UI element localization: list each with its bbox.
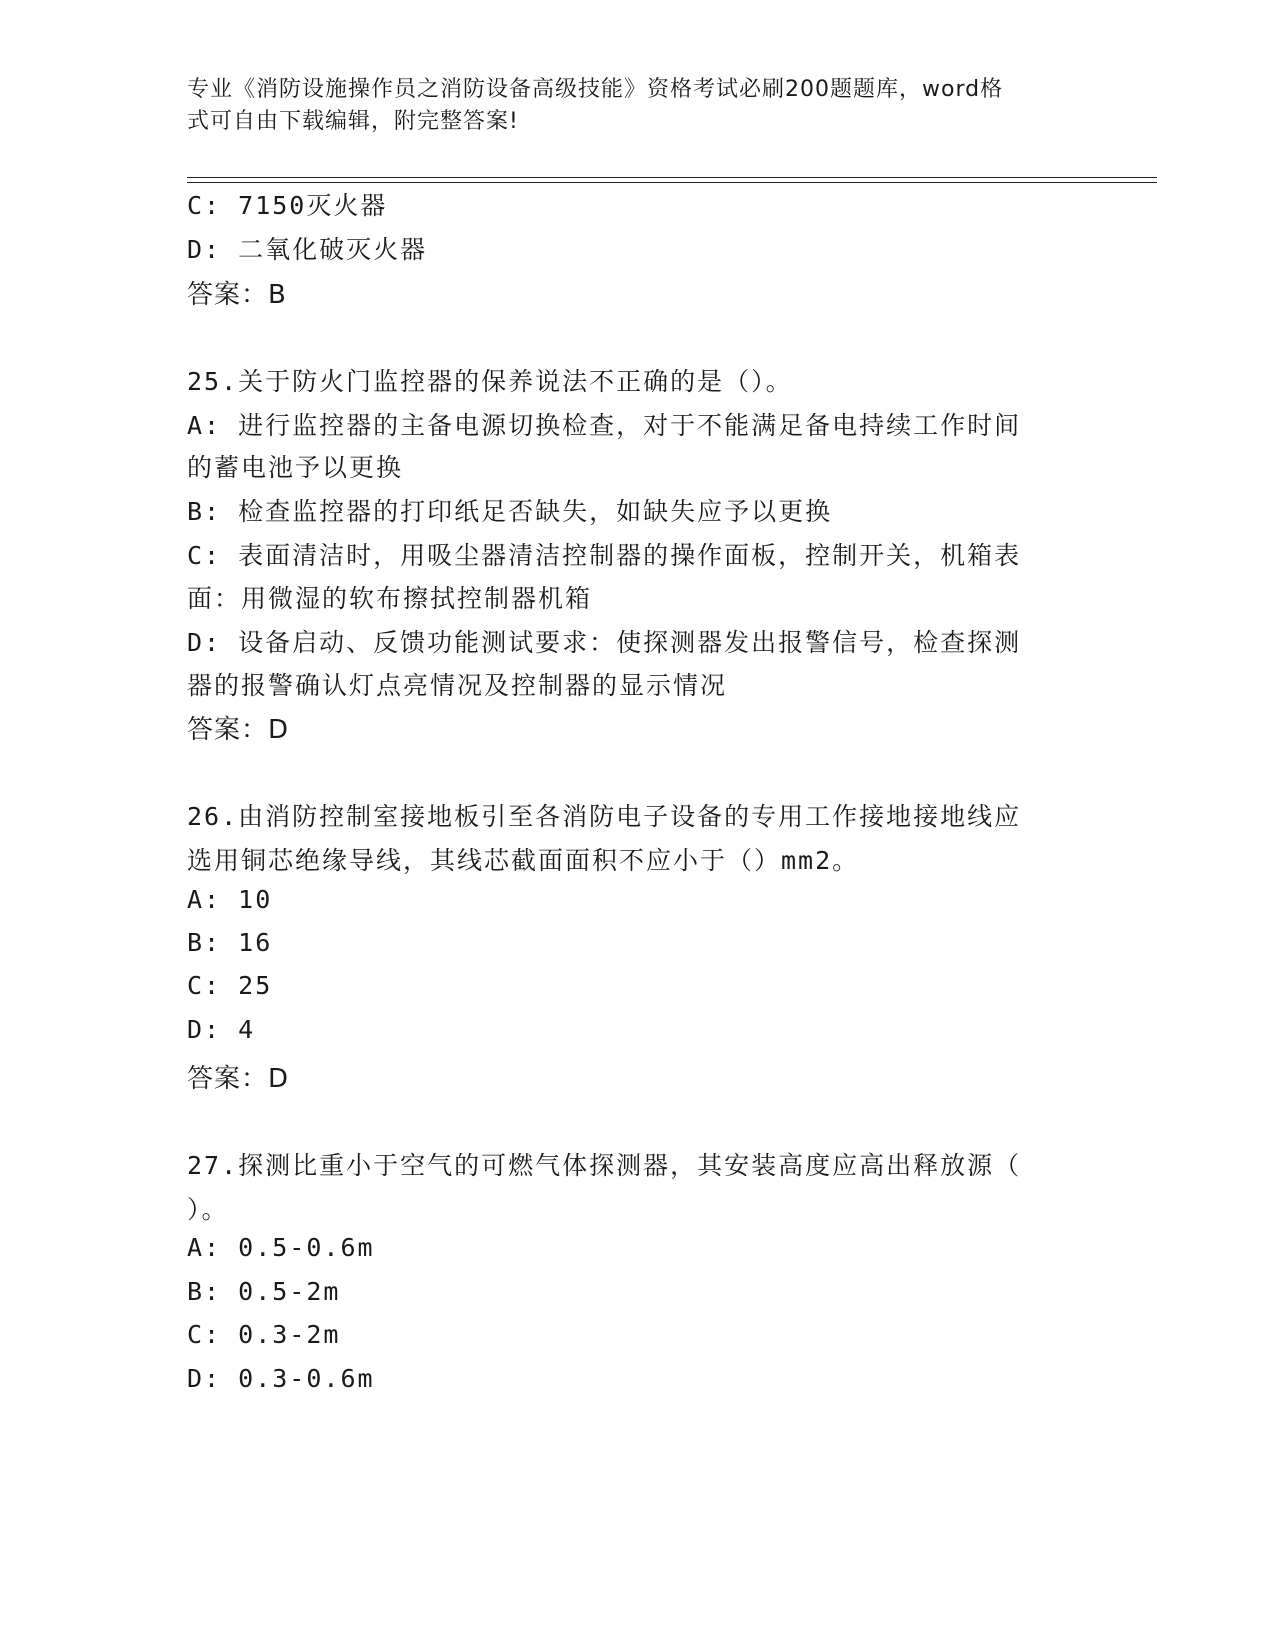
q26-option-c: C: 25 (187, 971, 273, 1000)
q25-option-b: B: 检查监控器的打印纸足否缺失，如缺失应予以更换 (187, 497, 833, 526)
q26-question-line1: 26.由消防控制室接地板引至各消防电子设备的专用工作接地接地线应 (187, 802, 1022, 831)
q26-answer: 答案：D (187, 1064, 290, 1094)
header-line-2: 式可自由下载编辑，附完整答案! (187, 109, 519, 134)
q25-option-c-line2: 面：用微湿的软布擦拭控制器机箱 (187, 584, 593, 613)
q27-option-c: C: 0.3-2m (187, 1320, 341, 1349)
q25-option-d-line2: 器的报警确认灯点亮情况及控制器的显示情况 (187, 671, 728, 700)
q27-option-d: D: 0.3-0.6m (187, 1364, 375, 1393)
q26-question-line2: 选用铜芯绝缘导线，其线芯截面面积不应小于（）mm2。 (187, 846, 860, 875)
prev-option-c: C: 7150灭火器 (187, 191, 388, 220)
q26-option-a: A: 10 (187, 885, 273, 914)
header-divider-bottom (187, 182, 1157, 183)
q25-answer: 答案：D (187, 715, 290, 745)
q26-option-d: D: 4 (187, 1015, 256, 1044)
header-line-1: 专业《消防设施操作员之消防设备高级技能》资格考试必刷200题题库，word格 (187, 77, 1004, 102)
q27-option-a: A: 0.5-0.6m (187, 1233, 375, 1262)
q25-option-d-line1: D: 设备启动、反馈功能测试要求：使探测器发出报警信号，检查探测 (187, 628, 1022, 657)
prev-option-d: D: 二氧化破灭火器 (187, 235, 428, 264)
q25-option-a-line1: A: 进行监控器的主备电源切换检查，对于不能满足备电持续工作时间 (187, 411, 1022, 440)
q25-option-a-line2: 的蓄电池予以更换 (187, 453, 404, 482)
header-divider-top (187, 177, 1157, 178)
q25-option-c-line1: C: 表面清洁时，用吸尘器清洁控制器的操作面板，控制开关，机箱表 (187, 541, 1022, 570)
prev-answer: 答案：B (187, 280, 287, 310)
q25-question: 25.关于防火门监控器的保养说法不正确的是（）。 (187, 367, 793, 396)
q27-question-line1: 27.探测比重小于空气的可燃气体探测器，其安装高度应高出释放源（ (187, 1151, 1022, 1180)
q26-option-b: B: 16 (187, 928, 273, 957)
q27-question-line2: ）。 (187, 1195, 229, 1224)
q27-option-b: B: 0.5-2m (187, 1277, 341, 1306)
document-header (187, 74, 1067, 138)
